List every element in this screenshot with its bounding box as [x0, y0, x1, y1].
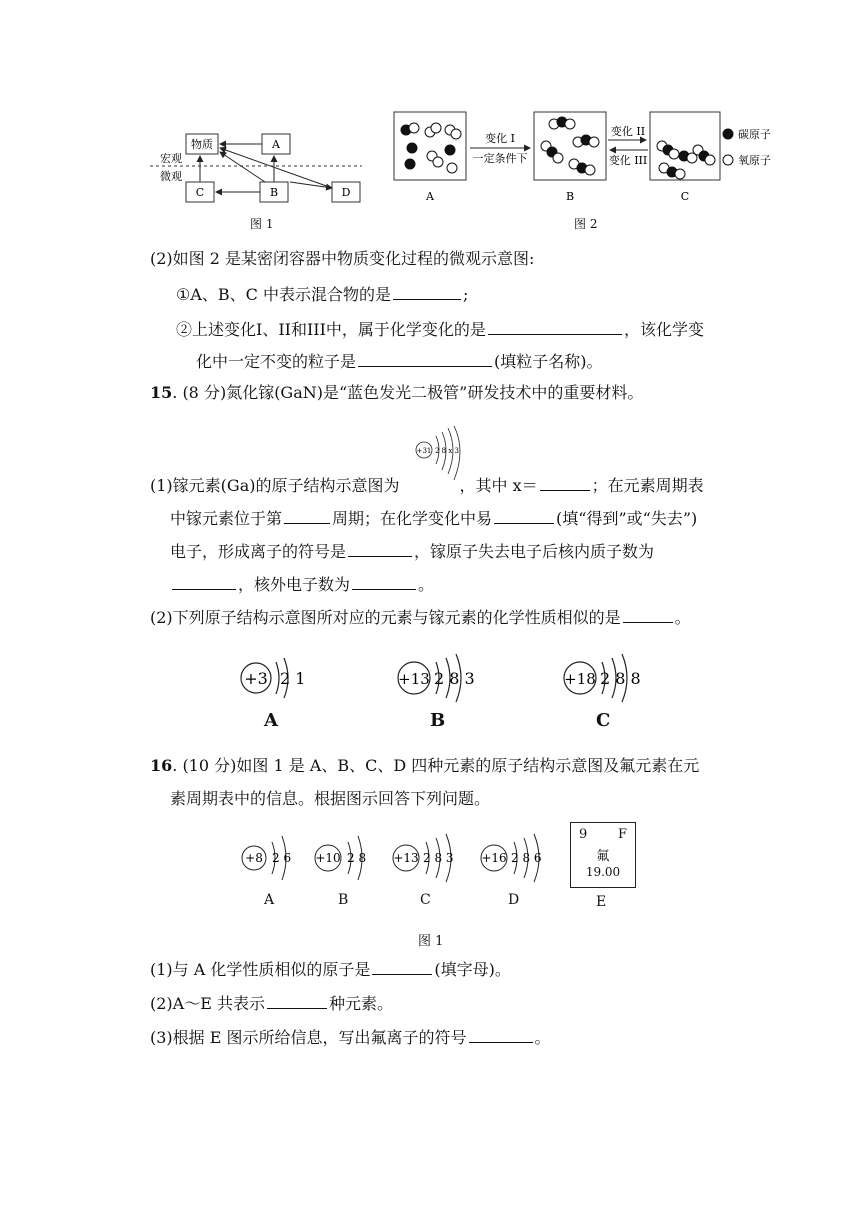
atom-label: C [596, 710, 611, 731]
svg-text:+13: +13 [398, 670, 430, 688]
q16-heading-cont: 素周期表中的信息。根据图示回答下列问题。 [170, 789, 491, 808]
answer-blank[interactable] [469, 1026, 533, 1043]
svg-text:+8: +8 [245, 851, 263, 865]
answer-blank[interactable] [284, 507, 330, 524]
ga-nucleus: +31 [416, 447, 432, 455]
atom-label: C [420, 892, 431, 908]
fig1-box-b: B [269, 186, 279, 199]
atom-diagram [560, 650, 660, 731]
fig1-macro-label: 宏观 [160, 152, 182, 165]
fig2-change3-label: 变化 III [608, 154, 648, 167]
fig1-caption: 图 1 [250, 217, 274, 231]
figure-2-diagram [392, 110, 792, 206]
q16-s3: (3)根据 E 图示所给信息，写出氟离子的符号 。 [150, 1028, 551, 1047]
svg-text:+18: +18 [564, 670, 596, 688]
q15-p1-line4: ，核外电子数为 。 [170, 573, 434, 596]
atom-diagram [236, 650, 316, 731]
figure-1-diagram [150, 110, 370, 230]
oxygen-atom-icon [723, 155, 733, 165]
question-number: 15 [150, 383, 173, 402]
element-name: 氟 [596, 849, 610, 864]
atom-label: B [430, 710, 446, 731]
answer-blank[interactable] [393, 283, 461, 300]
svg-text:2 8: 2 8 [347, 851, 367, 865]
svg-text:2 6: 2 6 [272, 851, 292, 865]
q14-sub2: ②上述变化I、II和III中，属于化学变化的是 ，该化学变 [176, 320, 704, 339]
q14-part2: (2)如图 2 是某密闭容器中物质变化过程的微观示意图: [150, 249, 535, 268]
answer-blank[interactable] [488, 318, 622, 335]
q16-s2: (2)A～E 共表示 种元素。 [150, 994, 394, 1013]
svg-text:2 1: 2 1 [280, 669, 306, 688]
atom-label: A [264, 710, 278, 731]
q15-p2: (2)下列原子结构示意图所对应的元素与镓元素的化学性质相似的是 。 [150, 608, 691, 627]
atom-diagram [480, 832, 560, 908]
q16-s1: (1)与 A 化学性质相似的原子是 (填字母)。 [150, 960, 511, 979]
q15-p1-line1: (1)镓元素(Ga)的原子结构示意图为 ，其中 x＝ ；在元素周期表 [150, 476, 704, 495]
answer-blank[interactable] [494, 507, 554, 524]
q16-heading: 16. (10 分)如图 1 是 A、B、C、D 四种元素的原子结构示意图及氟元素在元 [150, 756, 700, 775]
svg-text:2 8 8: 2 8 8 [600, 669, 641, 688]
fig2-change1-condition: 一定条件下 [472, 152, 528, 165]
atom-label: B [338, 892, 349, 908]
answer-blank[interactable] [267, 992, 327, 1009]
fig2-change1-label: 变化 I [485, 132, 515, 145]
atom-diagram [240, 832, 310, 908]
periodic-table-cell [570, 822, 636, 888]
answer-blank[interactable] [352, 573, 416, 590]
svg-text:+3: +3 [244, 669, 268, 688]
question-number: 16 [150, 756, 173, 775]
element-symbol: F [617, 827, 627, 842]
answer-blank[interactable] [623, 606, 673, 623]
fig1-micro-label: 微观 [160, 170, 182, 183]
svg-text:+10: +10 [315, 851, 341, 865]
fig2-change2-label: 变化 II [610, 125, 646, 138]
answer-blank[interactable] [540, 474, 590, 491]
fig2-caption: 图 2 [574, 217, 598, 231]
q15-p1-line2: 中镓元素位于第 周期；在化学变化中易 (填“得到”或“失去”) [170, 509, 698, 528]
q15-p1-line3: 电子，形成离子的符号是 ，镓原子失去电子后核内质子数为 [170, 542, 655, 561]
atomic-number: 9 [579, 827, 588, 842]
fig1-box-c: C [195, 186, 205, 199]
svg-text:2 8 3: 2 8 3 [423, 851, 454, 865]
atomic-mass: 19.00 [585, 865, 621, 879]
answer-blank[interactable] [172, 573, 236, 590]
q14-sub2-cont: 化中一定不变的粒子是 (填粒子名称)。 [196, 352, 603, 371]
fig1-box-a: A [272, 138, 280, 151]
element-label: E [596, 894, 607, 910]
fig2-label-c: C [680, 190, 690, 203]
atom-diagram [314, 832, 384, 908]
answer-blank[interactable] [372, 958, 432, 975]
q14-sub1: ①A、B、C 中表示混合物的是 ; [176, 285, 469, 304]
fig1-box-wuzhi: 物质 [191, 138, 213, 151]
svg-text:+16: +16 [481, 851, 507, 865]
legend-carbon: 碳原子 [738, 128, 771, 141]
fig1-box-d: D [341, 186, 351, 199]
atom-label: A [264, 892, 275, 908]
svg-text:2 8 3: 2 8 3 [434, 669, 475, 688]
carbon-atom-icon [723, 129, 733, 139]
fig2-label-b: B [565, 190, 575, 203]
fig2-label-a: A [426, 190, 434, 203]
svg-text:2 8 6: 2 8 6 [511, 851, 542, 865]
q15-heading: 15. (8 分)氮化镓(GaN)是“蓝色发光二极管”研发技术中的重要材料。 [150, 383, 644, 402]
atom-diagram [392, 832, 472, 908]
answer-blank[interactable] [348, 540, 412, 557]
atom-label: D [508, 892, 520, 908]
legend-oxygen: 氧原子 [738, 154, 771, 167]
q16-figure-caption: 图 1 [418, 934, 444, 949]
atom-diagram [394, 650, 494, 731]
answer-blank[interactable] [358, 350, 492, 367]
svg-text:+13: +13 [393, 851, 419, 865]
ga-shells: 2 8 x 3 [435, 447, 459, 455]
